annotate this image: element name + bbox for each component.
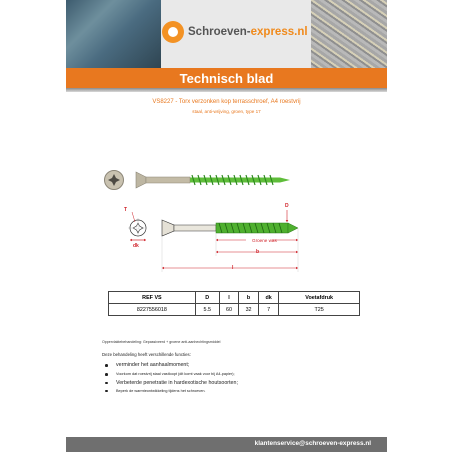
spec-table xyxy=(108,291,360,316)
title-divider xyxy=(66,88,387,92)
column-header: REF VS xyxy=(109,292,196,304)
column-header: l xyxy=(219,292,239,304)
feature-list xyxy=(102,362,362,396)
header-photo-workshop xyxy=(66,0,161,68)
table-cell: 8227556018 xyxy=(109,304,196,316)
list-item: Beperk de warmteontwikkeling tijdens het schroeven. xyxy=(102,389,362,397)
header-banner xyxy=(66,0,387,68)
label-l: l xyxy=(232,265,234,271)
title-bar xyxy=(66,68,387,88)
column-header: D xyxy=(195,292,219,304)
table-cell: 5.5 xyxy=(195,304,219,316)
treatment-intro: Deze behandeling heeft verschillende functies: xyxy=(102,352,191,357)
screw-shank xyxy=(174,225,216,231)
header-photo-screws xyxy=(311,0,387,68)
list-item: Verbeterde penetratie in hardexotische houtsoorten; xyxy=(102,380,362,389)
table-cell: 7 xyxy=(258,304,278,316)
spec-table-header-row xyxy=(109,292,360,304)
table-cell: T25 xyxy=(279,304,360,316)
page-title: Technisch blad xyxy=(179,70,274,86)
treatment-note: Oppervlaktebehandeling: Gepassiveerd + groene anti-aanhechtingsmiddel xyxy=(102,340,221,344)
logo-text: Schroeven-express.nl xyxy=(188,26,308,38)
list-item: Voorkom dat roestvrij staal vastloopt (dit komt vaak voor bij A4-papier); xyxy=(102,372,362,380)
table-row xyxy=(109,304,360,316)
column-header: Voetafdruk xyxy=(279,292,360,304)
product-title: VS8227 - Torx verzonken kop terrasschroef, A4 roestvrij xyxy=(152,99,301,105)
column-header: b xyxy=(239,292,259,304)
column-header: dk xyxy=(258,292,278,304)
product-subtitle: staal, anti-wrijving, groen, type 17 xyxy=(192,109,261,114)
label-T: T xyxy=(124,207,128,213)
label-coating: Groene was xyxy=(252,238,277,243)
label-dk: dk xyxy=(133,243,139,249)
table-cell: 60 xyxy=(219,304,239,316)
brand-logo xyxy=(162,14,312,50)
table-cell: 32 xyxy=(239,304,259,316)
list-item: verminder het aanhaalmoment; xyxy=(102,362,362,372)
label-b: b xyxy=(256,249,260,255)
label-D: D xyxy=(285,203,289,209)
technical-drawing xyxy=(124,200,314,278)
contact-email-link[interactable]: klantenservice@schroeven-express.nl xyxy=(254,440,371,447)
screw-photo xyxy=(102,168,342,192)
footer-bar xyxy=(66,437,387,452)
logo-icon xyxy=(162,21,184,43)
screw-head-side xyxy=(162,220,174,236)
technical-sheet-page xyxy=(66,0,387,452)
